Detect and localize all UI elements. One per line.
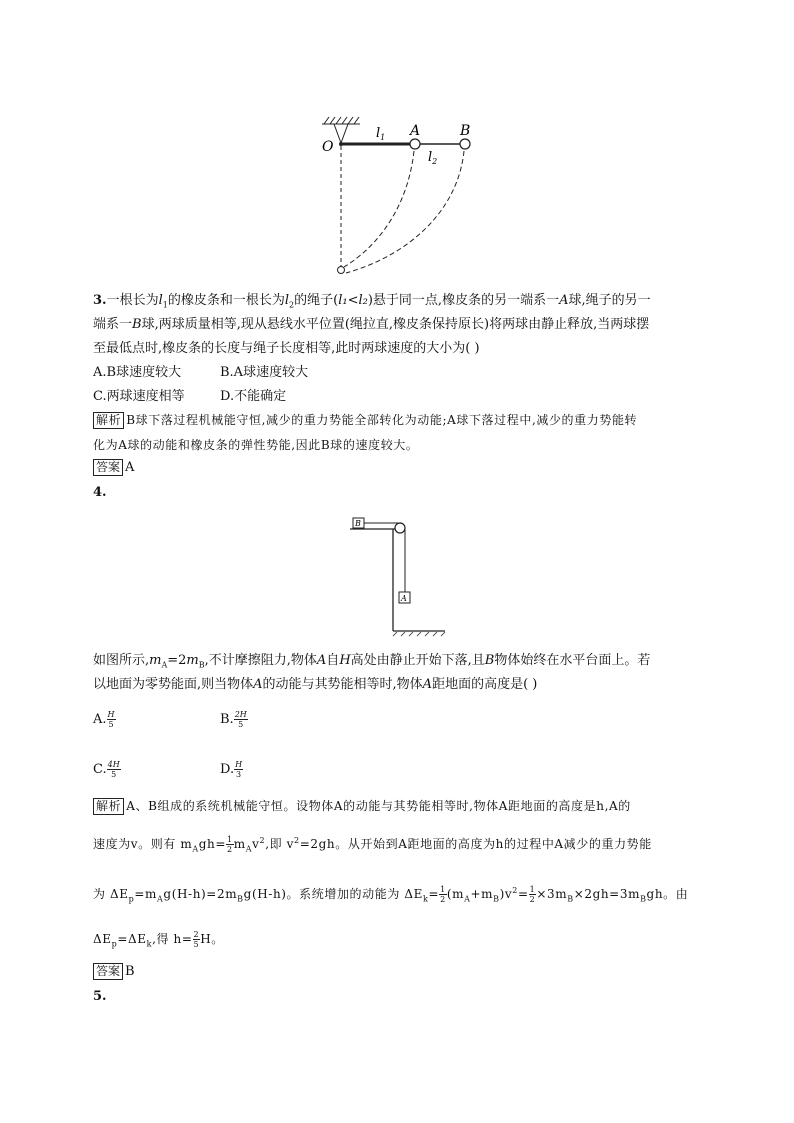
q3-var: A <box>559 293 569 308</box>
analysis-tag: 解析 <box>93 798 124 815</box>
pulley <box>395 523 405 533</box>
q4-analysis-line1 <box>93 797 631 815</box>
label-l2: $l_2$ <box>428 150 438 166</box>
q4-var: A <box>253 677 263 692</box>
q3-number: 3. <box>93 293 107 308</box>
q3-text: 端系一 <box>93 317 133 332</box>
q4-option-d <box>220 760 243 779</box>
option-fraction: $\frac{4H}{5}$ <box>107 760 120 779</box>
option-letter: A. <box>93 712 107 727</box>
analysis-text: B球下落过程机械能守恒,减少的重力势能全部转化为动能;A球下落过程中,减少的重力势能转 <box>126 413 638 427</box>
q3-analysis-line2: 化为A球的动能和橡皮条的弹性势能,因此B球的速度较大。 <box>93 438 419 452</box>
q3-var: l <box>158 293 163 308</box>
q3-var: l <box>284 293 290 308</box>
q4-sub: A <box>161 660 168 670</box>
q3-text: )悬于同一点,橡皮条的另一端系一 <box>367 293 560 308</box>
q4-analysis-line4: $\Delta E_p=\Delta E_k$,得 h= $\frac{2}{5}$ H。 <box>93 930 224 949</box>
q4-text: 高处由静止开始下落,且 <box>350 653 485 668</box>
q4-stem-line1 <box>93 652 650 675</box>
q3-text: 一根长为 <box>106 293 159 308</box>
q4-text: ,不计摩擦阻力,物体 <box>204 653 317 668</box>
q3-line3: 至最低点时,橡皮条的长度与绳子长度相等,此时两球速度的大小为( ) <box>93 341 480 356</box>
q4-answer <box>93 963 135 981</box>
pivot-point <box>339 142 343 146</box>
option-fraction: $\frac{H}{5}$ <box>107 710 115 729</box>
pendulum-figure <box>310 115 490 280</box>
q4-sub: B <box>198 660 205 670</box>
q4-text: 自 <box>326 653 340 668</box>
block-a-label: A <box>401 594 407 603</box>
q3-analysis-line1 <box>93 411 637 429</box>
label-a: A <box>410 123 421 139</box>
q4-number: 4. <box>93 485 107 500</box>
ground-hatch <box>393 632 445 636</box>
ball-b <box>460 139 470 149</box>
answer-tag: 答案 <box>93 963 123 980</box>
q4-var: m <box>186 653 199 668</box>
q4-text: 的动能与其势能相等时,物体 <box>262 677 423 692</box>
q3-text: 球,绳子的另一 <box>568 293 651 308</box>
ball-a <box>410 139 420 149</box>
q4-var: B <box>484 653 495 668</box>
option-letter: C. <box>93 762 107 777</box>
q4-analysis-line2: 速度为v。则有 $m_Agh=$ $\frac{1}{2}$ $m_Av^2$,即 $v^2=2gh$。从开始到A距地面的高度为h的过程中A减少的重力势能 <box>93 835 652 854</box>
q5-number: 5. <box>93 989 107 1004</box>
q4-var: m <box>149 653 162 668</box>
option-fraction: $\frac{H}{3}$ <box>235 760 243 779</box>
lowest-point <box>338 267 345 274</box>
pulley-figure <box>345 512 450 637</box>
q3-line2 <box>93 316 649 334</box>
analysis-tag: 解析 <box>93 412 124 429</box>
q4-var: A <box>422 677 433 692</box>
q4-text: =2 <box>167 653 187 668</box>
answer-tag: 答案 <box>93 459 123 476</box>
q4-option-c <box>93 760 121 779</box>
answer-value: A <box>125 460 135 475</box>
block-b-label: B <box>355 519 361 528</box>
q4-text: 以地面为零势能面,则当物体 <box>93 677 254 692</box>
q3-answer <box>93 459 134 477</box>
answer-value: B <box>125 964 135 979</box>
q3-option-a: A.B球速度较大 <box>93 365 182 380</box>
q4-text: 如图所示, <box>93 653 150 668</box>
q3-text: 的绳子( <box>294 293 339 308</box>
label-l1: $l_1$ <box>376 126 386 142</box>
q3-line1 <box>93 292 651 315</box>
q3-sub: 2 <box>289 300 295 310</box>
q4-option-b <box>220 710 248 729</box>
q4-stem-line2 <box>93 676 537 694</box>
q4-var: A <box>316 653 327 668</box>
option-letter: B. <box>220 712 234 727</box>
path-b-dashed <box>346 151 464 273</box>
q4-var: H <box>339 653 351 668</box>
q3-option-d: D.不能确定 <box>220 389 287 404</box>
q3-sub: 1 <box>162 300 168 310</box>
q3-option-c: C.两球速度相等 <box>93 389 185 404</box>
q3-option-b: B.A球速度较大 <box>220 365 309 380</box>
analysis-text: A、B组成的系统机械能守恒。设物体A的动能与其势能相等时,物体A距地面的高度是h,A的 <box>126 799 631 813</box>
label-b: B <box>460 123 471 139</box>
q4-analysis-line3: 为 $\Delta E_p=m_Ag(H-h)=2m_Bg(H-h)$。系统增加的动能为 $\Delta E_k=$ $\frac{1}{2}$ $(m_A+m_B)v^2=$ $\frac{1}{2}$ $\times 3m_B\times 2gh=3m_Bgh$。由 <box>93 885 689 904</box>
option-letter: D. <box>220 762 235 777</box>
q3-text: 球,两球质量相等,现从悬线水平位置(绳拉直,橡皮条保持原长)将两球由静止释放,当两球摆 <box>141 317 650 332</box>
q3-text: 的橡皮条和一根长为 <box>167 293 285 308</box>
q3-var: B <box>132 317 142 332</box>
q4-text: 物体始终在水平台面上。若 <box>494 653 651 668</box>
label-o: O <box>322 139 334 155</box>
path-a-dashed <box>344 151 414 267</box>
q4-text: 距地面的高度是( ) <box>432 677 538 692</box>
option-fraction: $\frac{2H}{5}$ <box>234 710 247 729</box>
q4-option-a <box>93 710 116 729</box>
q3-condition: l₁<l₂ <box>338 293 368 308</box>
